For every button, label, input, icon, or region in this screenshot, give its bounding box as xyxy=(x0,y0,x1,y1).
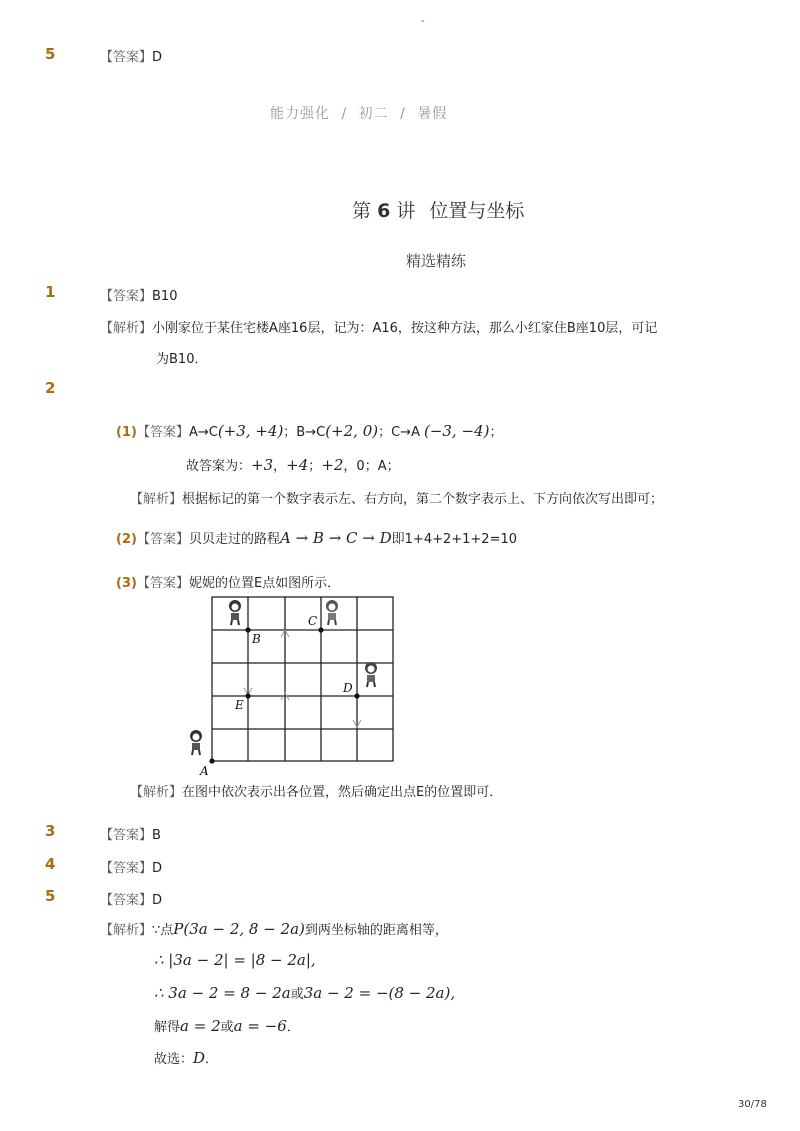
prev-answer xyxy=(100,46,162,65)
solution-1: a = 2 xyxy=(180,1017,221,1035)
q5-analysis-line1 xyxy=(100,919,448,938)
move-ca: ；C→A xyxy=(378,425,420,440)
q1-answer xyxy=(100,285,177,304)
analysis-text: 根据标记的第一个数字表示左、右方向，第二个数字表示上、下方向依次写出即可； xyxy=(182,492,664,507)
end-mark: ． xyxy=(286,1020,300,1035)
answer-text: 妮妮的位置E点如图所示． xyxy=(188,576,341,591)
q1-analysis-line1 xyxy=(100,317,657,336)
label-b: B xyxy=(252,632,261,646)
analysis-text: 在图中依次表示出各位置，然后确定出点E的位置即可． xyxy=(182,785,503,800)
mascot-icon xyxy=(229,600,241,625)
result-prefix: 故答案为： xyxy=(186,459,252,474)
q2-part3-answer xyxy=(116,572,340,591)
solution-2: a = −6 xyxy=(233,1017,287,1035)
point-c xyxy=(318,627,323,632)
mascot-icon xyxy=(365,662,377,687)
path-text: 贝贝走过的路程 xyxy=(188,532,280,547)
result-value-1: +3 xyxy=(251,456,274,474)
q1-analysis-line2: 为B10． xyxy=(156,352,208,367)
answer-tag: 【答案】 xyxy=(100,289,153,304)
title-number: 6 xyxy=(377,200,391,222)
path-arrows xyxy=(244,630,361,727)
breadcrumb xyxy=(270,103,447,123)
q2-part1-analysis xyxy=(130,488,663,507)
point-a xyxy=(209,758,214,763)
q3-answer xyxy=(100,824,161,843)
move-ca-math: (−3, −4) xyxy=(423,422,490,440)
title-prefix: 第 xyxy=(352,200,372,222)
label-e: E xyxy=(235,698,244,712)
result-sep-1: ， xyxy=(273,459,287,474)
answer-tag: 【答案】 xyxy=(100,50,153,65)
label-a: A xyxy=(200,764,209,777)
answer-tag: 【答案】 xyxy=(136,532,189,547)
part-label: (3) xyxy=(116,576,137,591)
answer-value: B10 xyxy=(152,289,178,304)
result-sep-2: ； xyxy=(308,459,322,474)
result-value-3: +2 xyxy=(321,456,344,474)
section-heading: 精选精练 xyxy=(406,252,467,270)
choose-prefix: 故选： xyxy=(154,1052,194,1067)
move-ca-end: ； xyxy=(489,425,503,440)
answer-tag: 【答案】 xyxy=(136,425,189,440)
q2-part1-result xyxy=(186,455,400,474)
label-d: D xyxy=(343,681,353,695)
text: 到两坐标轴的距离相等， xyxy=(304,923,448,938)
q5-analysis-line2: ∴ |3a − 2| = |8 − 2a|, xyxy=(154,951,316,969)
label-c: C xyxy=(308,614,318,628)
answer-tag: 【答案】 xyxy=(100,861,153,876)
move-ac-math: (+3, +4) xyxy=(217,422,284,440)
answer-value: D xyxy=(152,861,163,876)
result-suffix: ，0；A； xyxy=(343,459,400,474)
part-label: (1) xyxy=(116,425,137,440)
answer-tag: 【答案】 xyxy=(100,828,153,843)
move-bc: ；B→C xyxy=(283,425,326,440)
equation-1: ∴ 3a − 2 = 8 − 2a xyxy=(154,984,291,1002)
breadcrumb-separator: / xyxy=(400,106,406,122)
page-title xyxy=(352,196,524,223)
prev-question-number: 5 xyxy=(45,45,56,63)
question-number: 1 xyxy=(45,283,56,301)
q5-answer xyxy=(100,889,162,908)
answer-value: B xyxy=(152,828,161,843)
result-value-2: +4 xyxy=(286,456,309,474)
analysis-tag: 【解析】 xyxy=(100,923,153,938)
choice-math: D xyxy=(193,1049,206,1067)
analysis-tag: 【解析】 xyxy=(130,785,183,800)
point-b xyxy=(245,627,250,632)
answer-tag: 【答案】 xyxy=(100,893,153,908)
q2-part2-answer xyxy=(116,528,517,547)
analysis-tag: 【解析】 xyxy=(130,492,183,507)
breadcrumb-term: 暑假 xyxy=(417,106,448,122)
title-suffix: 讲 xyxy=(396,200,416,222)
or-text: 或 xyxy=(290,987,304,1002)
q2-part3-analysis xyxy=(130,781,502,800)
grid-figure xyxy=(180,592,400,777)
top-mark: - xyxy=(421,16,425,27)
equation-2: 3a − 2 = −(8 − 2a), xyxy=(303,984,456,1002)
mascot-icon xyxy=(190,730,202,755)
point-p-math: P(3a − 2, 8 − 2a) xyxy=(173,920,305,938)
question-number: 5 xyxy=(45,887,56,905)
q5-analysis-line5 xyxy=(154,1048,218,1067)
point-e xyxy=(245,693,250,698)
move-bc-math: (+2, 0) xyxy=(325,422,379,440)
part-label: (2) xyxy=(116,532,137,547)
page-number: 30/78 xyxy=(738,1099,767,1110)
analysis-tag: 【解析】 xyxy=(100,321,153,336)
question-number: 4 xyxy=(45,855,56,873)
point-d xyxy=(354,693,359,698)
q2-part1-answer xyxy=(116,421,502,440)
title-name: 位置与坐标 xyxy=(429,200,525,222)
move-ac: A→C xyxy=(188,425,218,440)
answer-tag: 【答案】 xyxy=(136,576,189,591)
breadcrumb-course: 能力强化 xyxy=(270,106,330,122)
path-sum: 即1+4+2+1+2=10 xyxy=(391,532,518,547)
q5-analysis-line3 xyxy=(154,983,455,1002)
breadcrumb-separator: / xyxy=(341,106,348,122)
breadcrumb-grade: 初二 xyxy=(358,106,389,122)
or-text: 或 xyxy=(220,1020,234,1035)
q5-analysis-line4 xyxy=(154,1016,300,1035)
path-math: A → B → C → D xyxy=(279,529,392,547)
mascot-icon xyxy=(326,600,338,625)
q4-answer xyxy=(100,857,162,876)
solve-prefix: 解得 xyxy=(154,1020,181,1035)
end-mark: ． xyxy=(205,1052,219,1067)
answer-value: D xyxy=(152,50,163,65)
answer-value: D xyxy=(152,893,163,908)
question-number: 2 xyxy=(45,379,56,397)
question-number: 3 xyxy=(45,822,56,840)
text: ∵点 xyxy=(152,923,174,938)
analysis-text: 小刚家位于某住宅楼A座16层，记为：A16，按这种方法，那么小红家住B座10层，可记 xyxy=(152,321,658,336)
